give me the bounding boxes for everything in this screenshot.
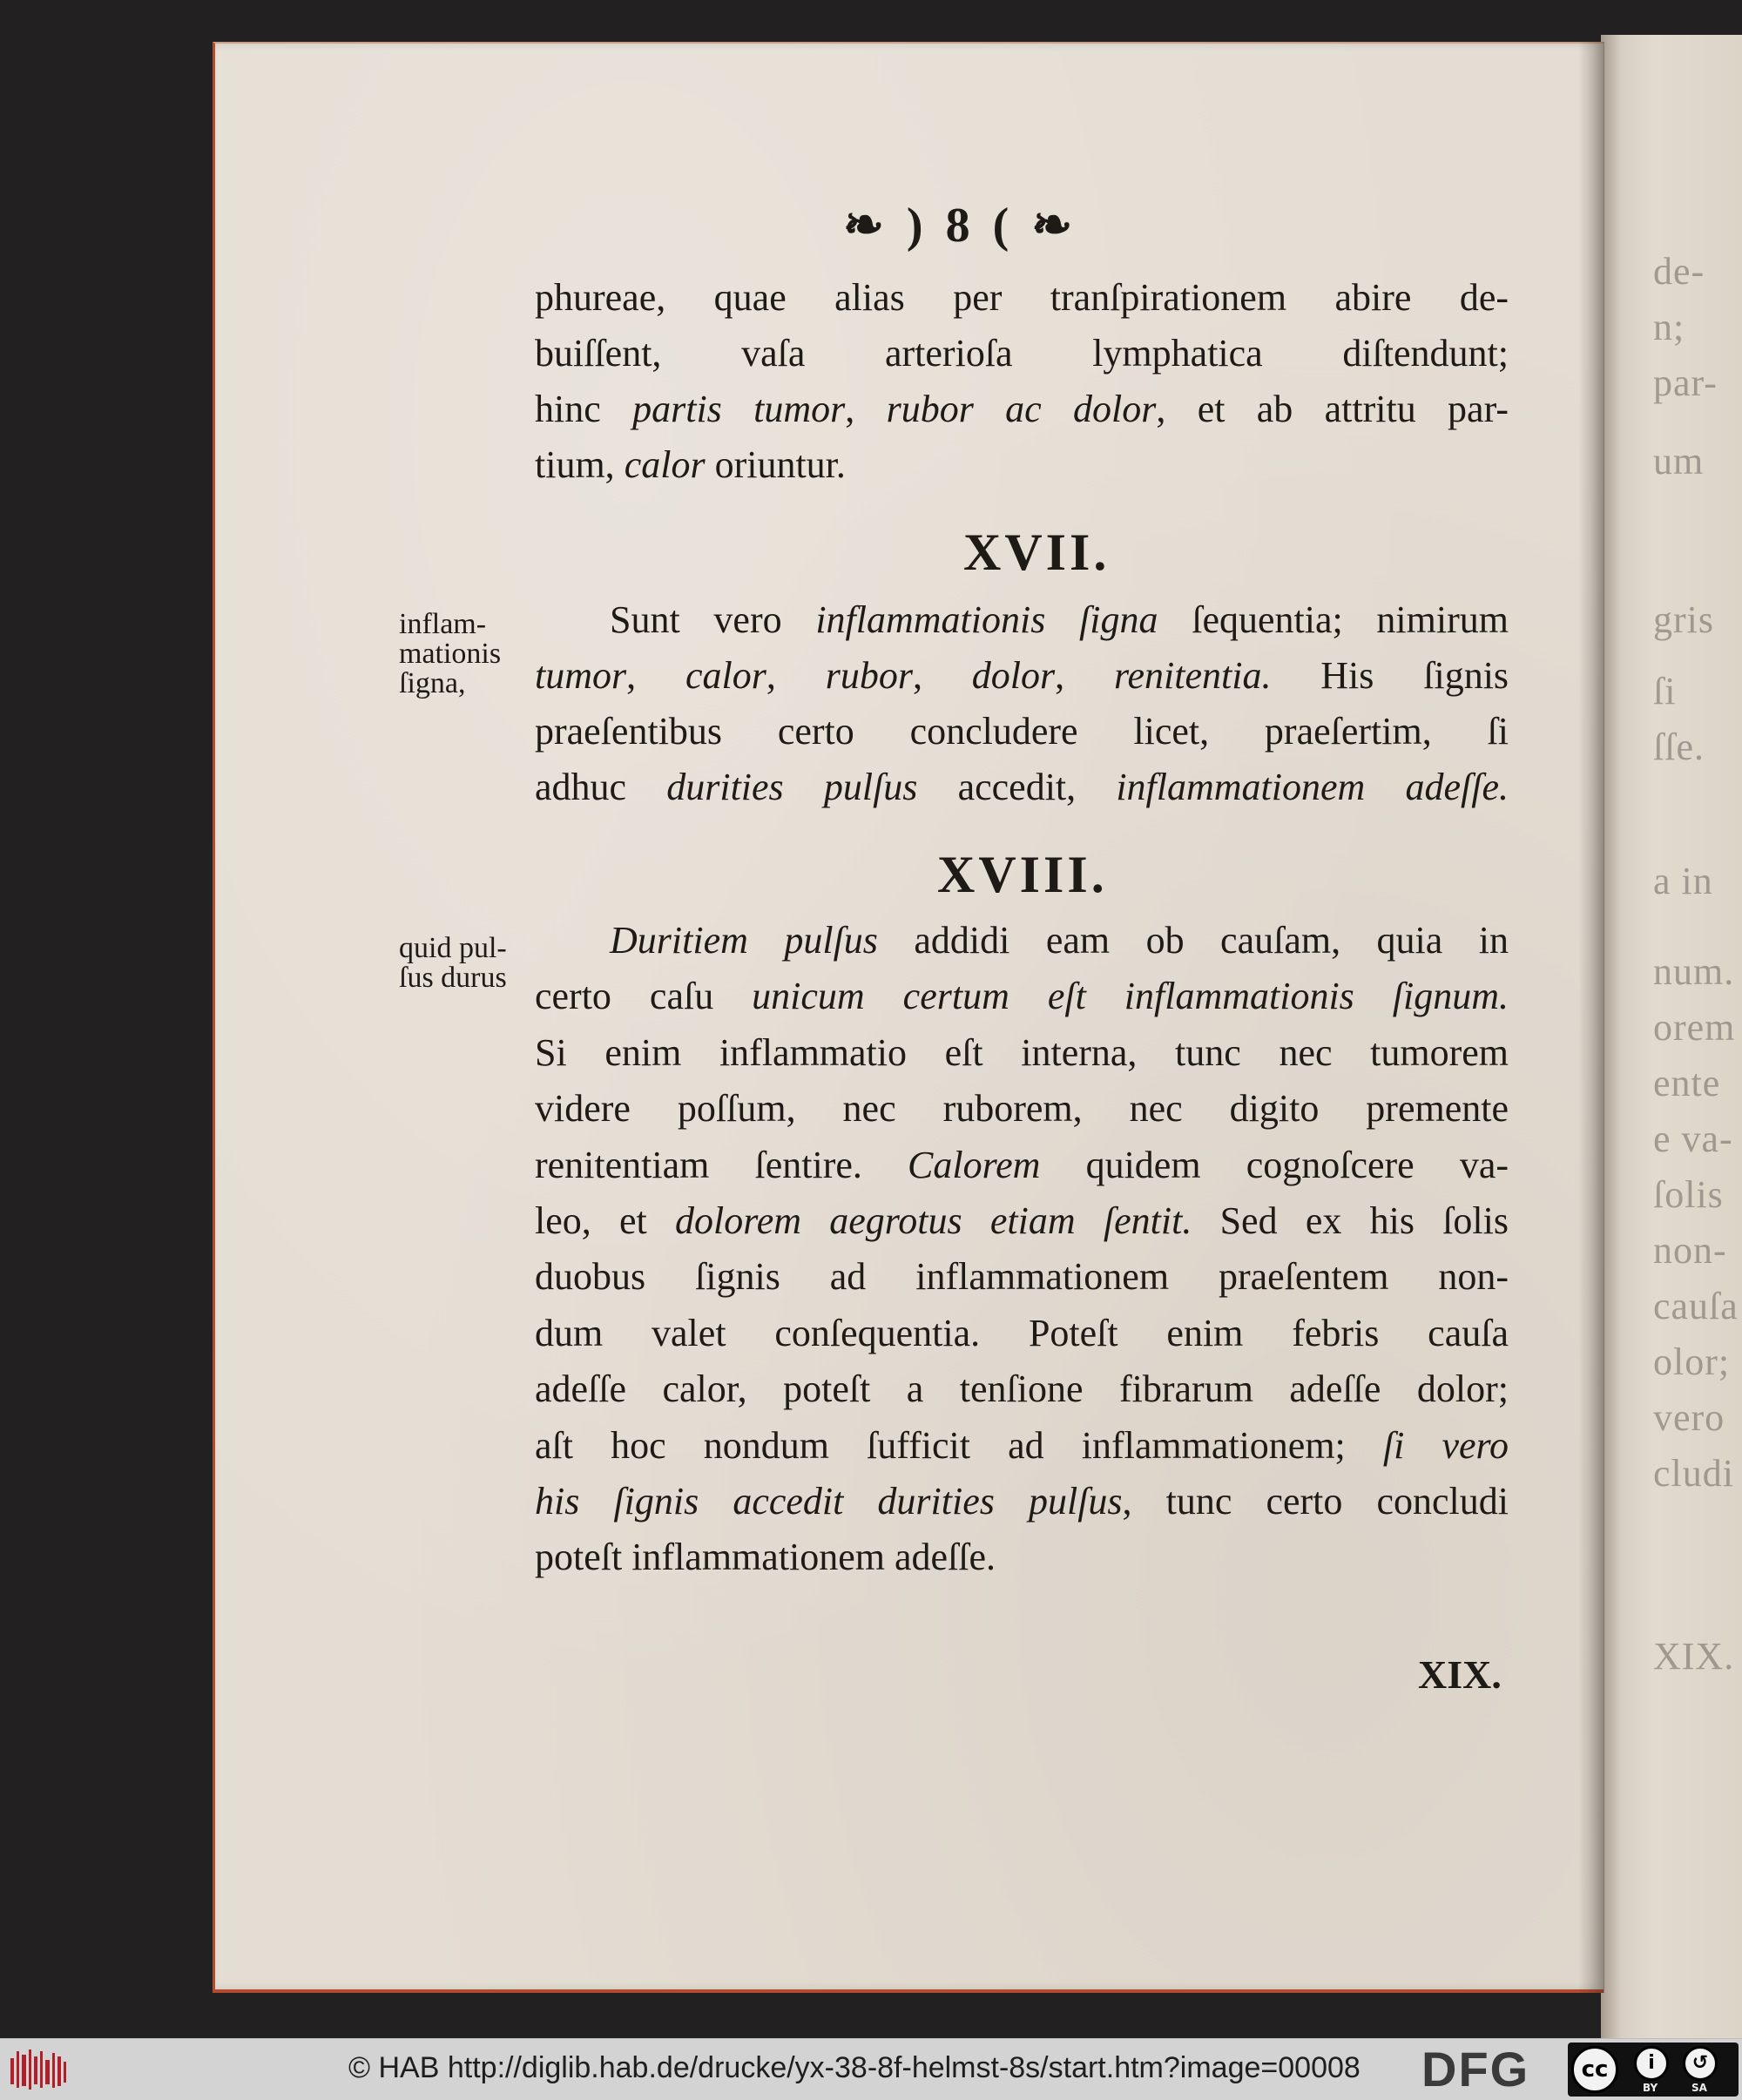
facing-page-fragment: num. (1653, 950, 1735, 993)
italic-phrase: dolor (971, 654, 1056, 697)
italic-phrase: partis tumor (632, 388, 846, 430)
italic-phrase: ſi vero (1382, 1424, 1509, 1467)
cc-license-badge[interactable] (1568, 2043, 1739, 2097)
body-line (535, 1081, 1509, 1137)
facing-page-fragment: ente (1653, 1062, 1721, 1104)
facing-page-fragment: a in (1653, 860, 1713, 902)
body-line (610, 913, 1509, 969)
body-line (535, 1361, 1509, 1417)
marginal-note-line: quid pul- (399, 932, 507, 964)
body-line (535, 1474, 1509, 1529)
italic-phrase: rubor ac dolor (886, 388, 1157, 430)
marginal-note-line: ſus durus (399, 962, 507, 994)
facing-page-fragment: olor; (1653, 1340, 1731, 1383)
body-line (535, 704, 1509, 760)
body-line (535, 1249, 1509, 1305)
italic-phrase: inflammationis ſigna (815, 598, 1158, 641)
section-number: XVII. (963, 523, 1111, 581)
text-run: , tunc certo concludi (1122, 1480, 1509, 1523)
italic-phrase: calor (685, 654, 766, 697)
facing-page-fragment: ſolis (1653, 1173, 1724, 1216)
italic-phrase: tumor (535, 654, 627, 697)
catchword: XIX. (1418, 1652, 1502, 1697)
dfg-logo[interactable]: DFG (1421, 2042, 1530, 2097)
body-line (535, 1025, 1509, 1081)
text-run: Si enim inflammatio eſt interna, tunc nec tumorem (535, 1031, 1509, 1074)
text-run: duobus ſignis ad inflammationem praeſentem non- (535, 1255, 1509, 1298)
facing-page-fragment: e va- (1653, 1118, 1733, 1160)
italic-phrase: rubor (825, 654, 913, 697)
text-run: certo caſu (535, 975, 753, 1017)
body-line (535, 1418, 1509, 1474)
facing-page-fragment: orem (1653, 1006, 1736, 1049)
text-run: Sed ex his ſolis (1192, 1199, 1509, 1242)
text-run: aſt hoc nondum ſufficit ad inflammationem; (535, 1424, 1383, 1467)
copyright-url[interactable]: © HAB http://diglib.hab.de/drucke/yx-38-8f-helmst-8s/start.htm?image=00008 (348, 2051, 1361, 2084)
text-run: buiſſent, vaſa arterioſa lymphatica diſtendunt; (535, 332, 1509, 375)
facing-page-fragment: de- (1653, 250, 1705, 293)
sa-icon: ↺ (1683, 2046, 1718, 2081)
italic-phrase: inflammationem adeſſe. (1116, 766, 1509, 808)
text-run: quidem cognoſcere va- (1040, 1144, 1509, 1186)
italic-phrase: unicum certum eſt inflammationis ſignum. (752, 975, 1509, 1017)
hab-barcode-logo[interactable] (7, 2046, 73, 2093)
body-line (610, 592, 1509, 648)
license-label-sa: SA (1691, 2082, 1707, 2094)
spine-shadow (1578, 42, 1604, 1993)
body-line (535, 1138, 1509, 1193)
by-icon: i (1634, 2046, 1669, 2081)
text-run: videre poſſum, nec ruborem, nec digito premente (535, 1087, 1509, 1130)
facing-page-fragment: ſi (1653, 670, 1677, 712)
facing-page-fragment: um (1653, 440, 1705, 483)
continuation-line (535, 382, 1509, 437)
marginal-note-line: inflam- (399, 608, 487, 640)
facing-page-fragment: cauſa (1653, 1285, 1739, 1327)
text-run: , (845, 388, 887, 430)
text-run: accedit, (917, 766, 1117, 808)
italic-phrase: Duritiem pulſus (610, 919, 878, 962)
facing-page-fragment: n; (1653, 306, 1685, 348)
text-run: , (766, 654, 826, 697)
facing-page (1601, 35, 1742, 2038)
text-run: hinc (535, 388, 633, 430)
text-run: , (626, 654, 685, 697)
italic-phrase: renitentia. (1114, 654, 1272, 697)
body-line (535, 648, 1509, 704)
text-run: dum valet conſequentia. Poteſt enim febris cauſa (535, 1312, 1509, 1354)
license-label-by: BY (1643, 2082, 1658, 2094)
text-run: phureae, quae alias per tranſpirationem abire de- (535, 276, 1509, 319)
body-line (535, 969, 1509, 1024)
italic-phrase: Calorem (908, 1144, 1041, 1186)
text-run: Sunt vero (610, 598, 816, 641)
text-run: poteſt inflammationem adeſſe. (535, 1536, 996, 1578)
italic-phrase: calor (624, 443, 706, 486)
italic-phrase: durities pulſus (666, 766, 918, 808)
text-run: His ſignis (1271, 654, 1509, 697)
text-run: ſequentia; nimirum (1158, 598, 1509, 641)
text-run: praeſentibus certo concludere licet, praeſertim, ſi (535, 710, 1509, 753)
body-line (535, 760, 1509, 815)
continuation-line (535, 270, 1509, 326)
continuation-line (535, 326, 1509, 382)
facing-page-fragment: gris (1653, 598, 1714, 641)
text-run: , (912, 654, 972, 697)
italic-phrase: his ſignis accedit durities pulſus (535, 1480, 1123, 1523)
text-run: oriuntur. (705, 443, 846, 486)
facing-page-fragment: cludi (1653, 1452, 1734, 1495)
text-run: leo, et (535, 1199, 676, 1242)
italic-phrase: dolorem aegrotus etiam ſentit. (675, 1199, 1192, 1242)
facing-page-fragment: vero (1653, 1396, 1725, 1439)
body-line (535, 1306, 1509, 1361)
body-line (535, 1193, 1509, 1249)
text-run: tium, (535, 443, 625, 486)
text-run: , et ab attritu par- (1156, 388, 1509, 430)
facing-page-fragment: ſſe. (1653, 726, 1705, 768)
facing-page-fragment: non- (1653, 1229, 1727, 1272)
continuation-line (535, 437, 1509, 493)
text-run: renitentiam ſentire. (535, 1144, 908, 1186)
facing-page-fragment: par- (1653, 361, 1718, 404)
text-run: , (1055, 654, 1114, 697)
text-run: adeſſe calor, poteſt a tenſione fibrarum adeſſe dolor; (535, 1367, 1509, 1410)
marginal-note-line: mationis (399, 638, 502, 670)
text-run: addidi eam ob cauſam, quia in (877, 919, 1509, 962)
body-line (535, 1529, 1509, 1585)
text-run: adhuc (535, 766, 667, 808)
section-number: XVIII. (937, 846, 1108, 903)
facing-page-fragment: XIX. (1653, 1635, 1735, 1678)
cc-icon: cc (1571, 2046, 1618, 2093)
running-head: ❧ ) 8 ( ❧ (843, 199, 1078, 253)
marginal-note-line: ſigna, (399, 667, 466, 699)
footer-bar (0, 2038, 1742, 2100)
